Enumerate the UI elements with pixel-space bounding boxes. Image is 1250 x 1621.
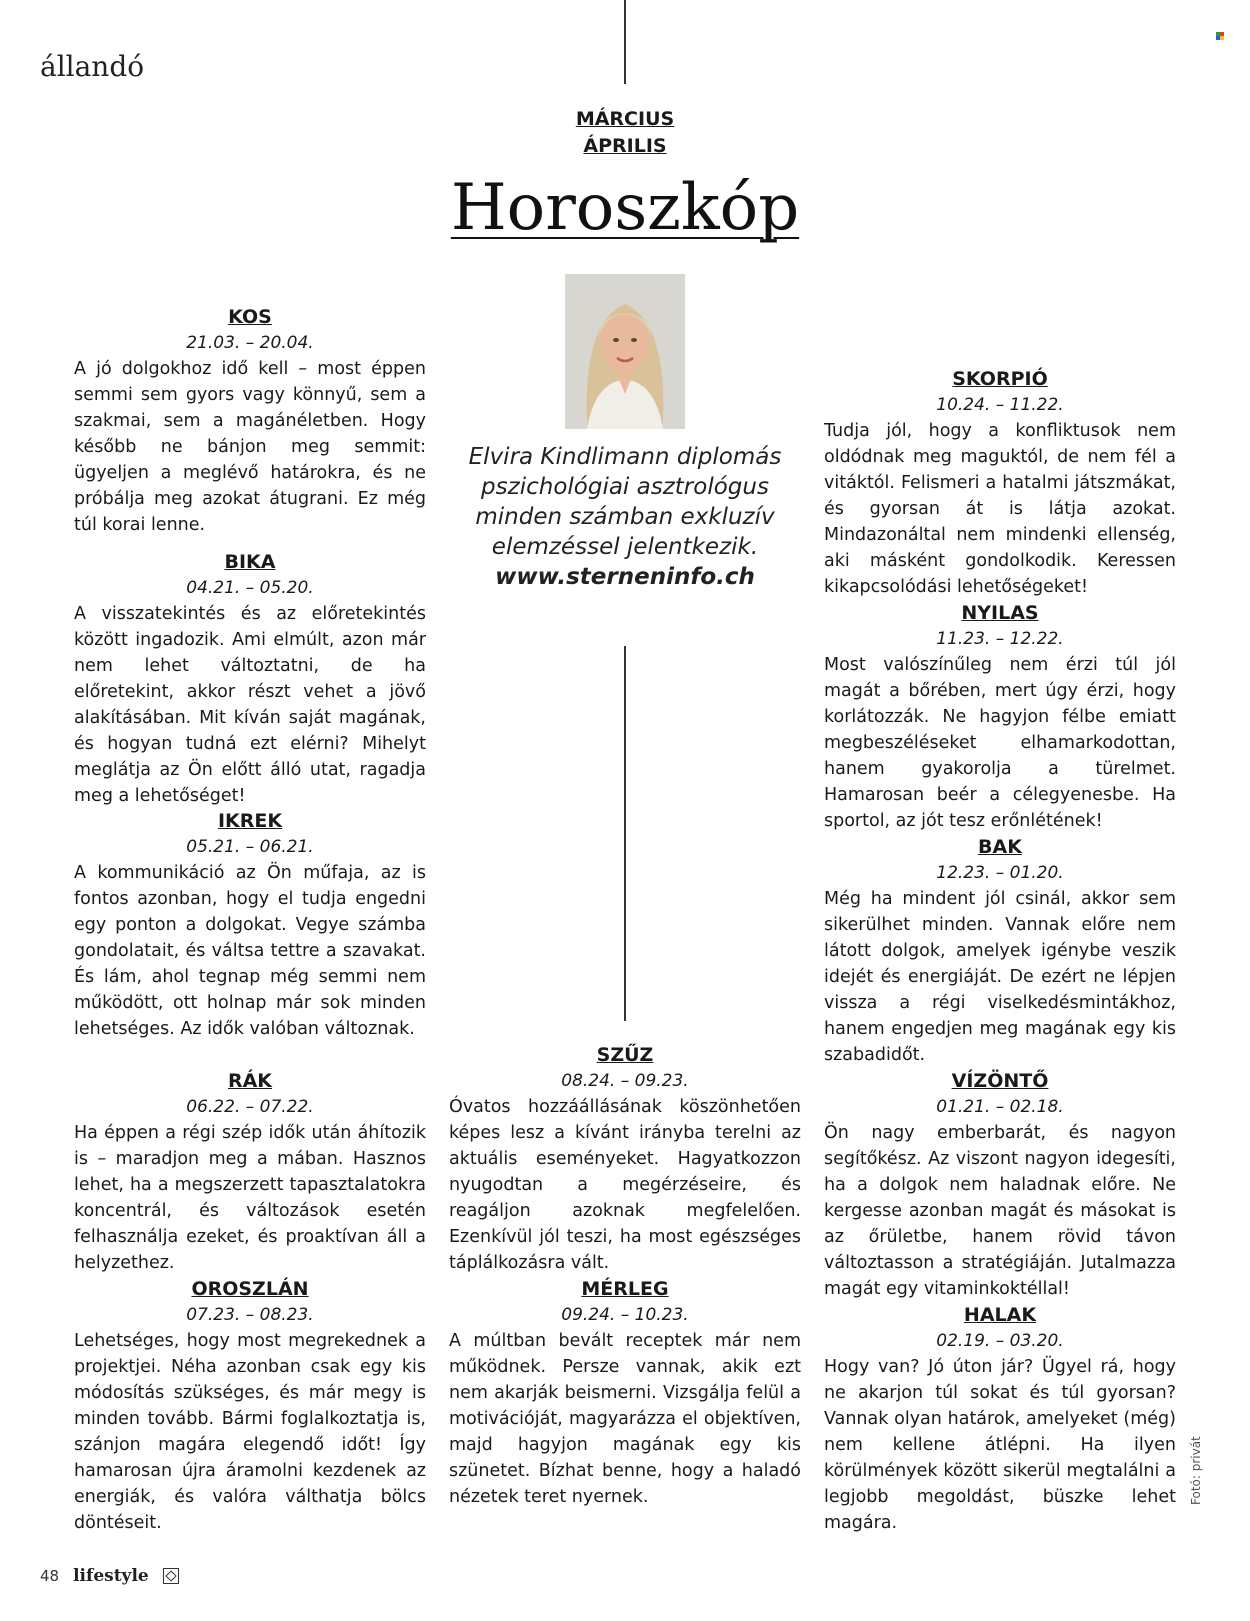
- sign-dates: 05.21. – 06.21.: [186, 837, 314, 857]
- corner-color-mark: [1216, 32, 1224, 40]
- author-photo: [565, 274, 685, 429]
- sign-text: Most valószínűleg nem érzi túl jól magát a bőrében, mert úgy érzi, hogy korlátozzák. Ne hagyjon félbe emiatt megbeszéléseket elhamarkodottan, hanem gyakorolja a türelmet. Hamarosan beér a célegyenesbe. Ha sportol, az jót tesz erőnlétének!: [824, 655, 1176, 831]
- sign-text: Hogy van? Jó úton jár? Ügyel rá, hogy ne akarjon túl sokat és túl gyorsan? Vannak olyan határok, amelyeket (még) nem kellene átlépni. Ha ilyen körülmények között sikerül megtalálni a legjobb megoldást, büszke lehet magára.: [824, 1357, 1176, 1533]
- sign-vizonto: [824, 1068, 1176, 1302]
- month-1: MÁRCIUS: [575, 108, 675, 130]
- sign-name: SZŰZ: [596, 1044, 654, 1066]
- sign-text: A kommunikáció az Ön műfaja, az is fontos azonban, hogy el tudja engedni egy ponton a dolgokat. Vegye számba gondolatait, és váltsa tettre a szavakat. És lám, ahol tegnap még semmi nem működött, ott holnap már sok minden lehetséges. Az idők valóban változnak.: [74, 863, 426, 1039]
- sign-dates: 01.21. – 02.18.: [936, 1097, 1064, 1117]
- sign-name: BAK: [978, 836, 1022, 858]
- sign-dates: 07.23. – 08.23.: [186, 1305, 314, 1325]
- sign-text: A jó dolgokhoz idő kell – most éppen semmi sem gyors vagy könnyű, sem a szakmai, sem a magánéletben. Hogy később ne bánjon meg semmit: ügyeljen a meglévő határokra, és ne próbálja meg azokat átugrani. Ez még túl korai lenne.: [74, 359, 426, 535]
- page-number: 48: [40, 1567, 60, 1585]
- sign-text: Ön nagy emberbarát, és nagyon segítőkész. Az viszont nagyon idegesíti, ha a dolgok nem haladnak előre. Ne kergesse azonban magát és másokat is az őrületbe, hanem rövid távon változtasson a stratégiáján. Jutalmazza magát egy vitaminkoktéllal!: [824, 1123, 1176, 1299]
- sign-name: MÉRLEG: [581, 1278, 669, 1300]
- sign-name: KOS: [228, 306, 272, 328]
- author-bio-text: Elvira Kindlimann diplomás pszichológiai asztrológus minden számban exkluzív elemzéssel jelentkezik.: [468, 444, 782, 560]
- sign-text: Óvatos hozzáállásának köszönhetően képes lesz a kívánt irányba terelni az aktuális eseményeket. Hagyatkozzon nyugodtan a megérzéseire, és reagáljon azoknak megfelelően. Ezenkívül jól teszi, ha most egészséges táplálkozásra vált.: [449, 1097, 801, 1273]
- sign-dates: 06.22. – 07.22.: [186, 1097, 314, 1117]
- photo-credit: Fotó: privát: [1189, 1436, 1203, 1505]
- sign-dates: 08.24. – 09.23.: [561, 1071, 689, 1091]
- sign-merleg: [449, 1276, 801, 1510]
- sign-dates: 12.23. – 01.20.: [936, 863, 1064, 883]
- sign-name: VÍZÖNTŐ: [951, 1070, 1049, 1092]
- sign-text: A múltban bevált receptek már nem működnek. Persze vannak, akik ezt nem akarják beismerni. Vizsgálja felül a motivációját, magyarázza el objektíven, majd hagyjon magának egy kis szünetet. Bízhat benne, hogy a haladó nézetek teret nyernek.: [449, 1331, 801, 1507]
- sign-text: Lehetséges, hogy most megrekednek a projektjei. Néha azonban csak egy kis módosítás szükséges, és már megy is minden tovább. Bármi foglalkoztatja is, szánjon magára elegendő időt! Így hamarosan újra áramolni kezdenek az energiák, és valóra válthatja bölcs döntéseit.: [74, 1331, 426, 1533]
- sign-name: IKREK: [217, 810, 283, 832]
- magazine-brand: lifestyle: [73, 1566, 149, 1586]
- section-label: állandó: [40, 50, 145, 83]
- sign-nyilas: [824, 600, 1176, 834]
- month-2: ÁPRILIS: [583, 135, 667, 157]
- page-title-text: Horoszkóp: [450, 171, 800, 245]
- sign-kos: [74, 304, 426, 538]
- sign-szuz: [449, 1042, 801, 1276]
- sign-ikrek: [74, 808, 426, 1042]
- sign-text: A visszatekintés és az előretekintés között ingadozik. Ami elmúlt, azon már nem lehet változtatni, de ha előretekint, akkor részt vehet a jövő alakításában. Mit kíván saját magának, és hogyan tudná ezt elérni? Mihelyt meglátja az Ön előtt álló utat, ragadja meg a lehetőséget!: [74, 604, 426, 806]
- sign-dates: 09.24. – 10.23.: [561, 1305, 689, 1325]
- sign-bika: [74, 549, 426, 809]
- brand-logo-icon: [163, 1568, 179, 1584]
- sign-halak: [824, 1302, 1176, 1536]
- sign-bak: [824, 834, 1176, 1068]
- sign-rak: [74, 1068, 426, 1276]
- sign-name: SKORPIÓ: [952, 368, 1048, 390]
- sign-dates: 04.21. – 05.20.: [186, 578, 314, 598]
- sign-text: Ha éppen a régi szép idők után áhítozik is – maradjon meg a mában. Hasznos lehet, ha a megszerzett tapasztalatokra koncentrál, és változások esetén felhasználja ezeket, és proaktívan áll a helyzethez.: [74, 1123, 426, 1273]
- sign-name: HALAK: [963, 1304, 1037, 1326]
- issue-months: [525, 106, 725, 160]
- page-title: [400, 168, 850, 248]
- author-portrait-image: [565, 274, 685, 429]
- author-bio: [445, 442, 805, 592]
- sign-name: OROSZLÁN: [191, 1278, 309, 1300]
- sign-dates: 11.23. – 12.22.: [936, 629, 1064, 649]
- sign-dates: 21.03. – 20.04.: [186, 333, 314, 353]
- top-divider-line: [624, 0, 626, 84]
- sign-name: NYILAS: [961, 602, 1039, 624]
- sign-text: Tudja jól, hogy a konfliktusok nem oldódnak meg maguktól, de nem fél a vitáktól. Felismeri a hatalmi játszmákat, és gyorsan át is látja azokat. Mindazonáltal nem mindenki ellenség, aki másként gondolkodik. Keressen kikapcsolódási lehetőségeket!: [824, 421, 1176, 597]
- sign-name: BIKA: [224, 551, 276, 573]
- page-footer: [40, 1566, 179, 1586]
- sign-dates: 02.19. – 03.20.: [936, 1331, 1064, 1351]
- sign-name: RÁK: [227, 1070, 273, 1092]
- author-website-link[interactable]: www.sterneninfo.ch: [495, 564, 755, 590]
- sign-dates: 10.24. – 11.22.: [936, 395, 1064, 415]
- middle-divider-line: [624, 646, 626, 1021]
- sign-text: Még ha mindent jól csinál, akkor sem sikerülhet minden. Vannak előre nem látott dolgok, amelyek igénybe veszik idejét és energiáját. De ezért ne lépjen vissza a régi viselkedésmintákhoz, hanem engedjen meg magának egy kis szabadidőt.: [824, 889, 1176, 1065]
- sign-skorpio: [824, 366, 1176, 600]
- sign-oroszlan: [74, 1276, 426, 1536]
